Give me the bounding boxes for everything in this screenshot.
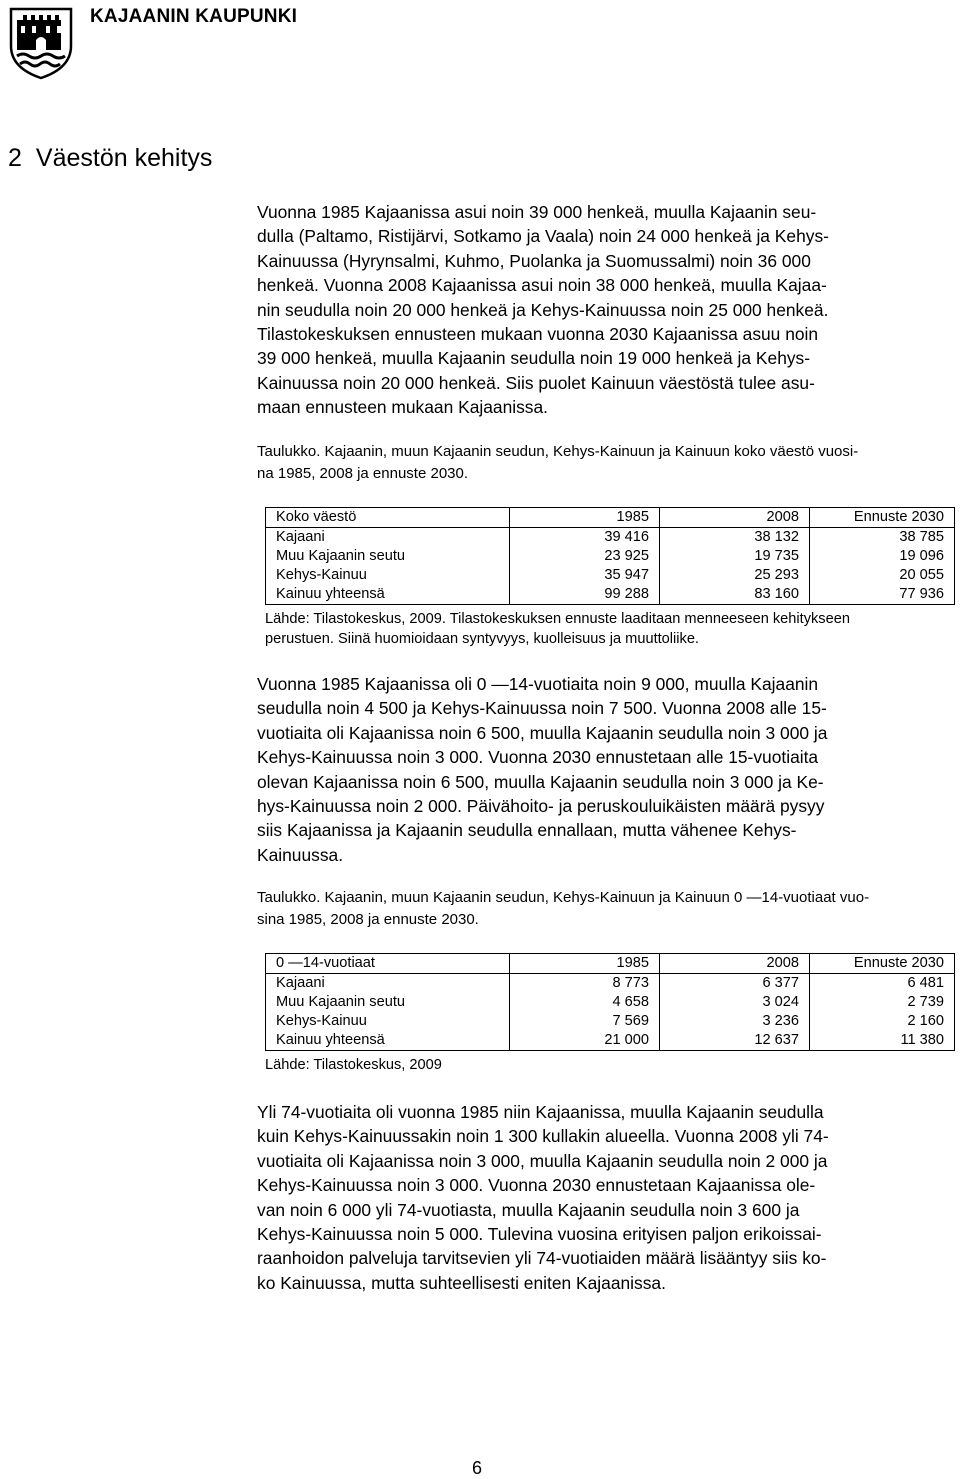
- cell: 21 000: [510, 1031, 660, 1051]
- cell: 3 236: [660, 1012, 810, 1031]
- text-line: Vuonna 1985 Kajaanissa oli 0 —14-vuotiaita noin 9 000, muulla Kajaanin: [257, 674, 819, 694]
- column-header: Ennuste 2030: [810, 954, 955, 974]
- cell: 99 288: [510, 585, 660, 605]
- cell: 19 096: [810, 547, 955, 566]
- table-total-population: [265, 507, 955, 605]
- paragraph-population-overview: [257, 200, 949, 420]
- text-line: olevan Kajaanissa noin 6 500, muulla Kajaanin seudulla noin 3 000 ja Ke-: [257, 771, 824, 792]
- section-title: Väestön kehitys: [35, 144, 213, 172]
- table2-caption: [257, 887, 949, 931]
- cell: 38 132: [660, 528, 810, 548]
- row-label: Muu Kajaanin seutu: [266, 993, 510, 1012]
- cell: 20 055: [810, 566, 955, 585]
- cell: 25 293: [660, 566, 810, 585]
- table-header-row: [266, 508, 955, 528]
- cell: 35 947: [510, 566, 660, 585]
- table-header-row: [266, 954, 955, 974]
- column-header: Ennuste 2030: [810, 508, 955, 528]
- organization-name: KAJAANIN KAUPUNKI: [90, 6, 298, 27]
- cell: 4 658: [510, 993, 660, 1012]
- table-row: [266, 528, 955, 548]
- page-number: 6: [472, 1458, 483, 1478]
- caption-line: Taulukko. Kajaanin, muun Kajaanin seudun, Kehys-Kainuun ja Kainuun 0 —14-vuotiaat vuo-: [257, 889, 870, 906]
- text-line: ko Kainuussa, mutta suhteellisesti eniten Kajaanissa.: [257, 1272, 666, 1293]
- text-line: siis Kajaanissa ja Kajaanin seudulla ennallaan, mutta vähenee Kehys-: [257, 820, 797, 841]
- text-line: nin seudulla noin 20 000 henkeä ja Kehys-Kainuussa noin 25 000 henkeä.: [257, 299, 829, 320]
- table2-source: [265, 1055, 960, 1075]
- cell: 6 481: [810, 974, 955, 994]
- table-row: [266, 993, 955, 1012]
- text-line: Kehys-Kainuussa noin 3 000. Vuonna 2030 ennustetaan Kajaanissa ole-: [257, 1175, 816, 1196]
- paragraph-elderly: [257, 1100, 949, 1295]
- cell: 77 936: [810, 585, 955, 605]
- table1-caption: [257, 441, 949, 485]
- castle-coat-of-arms-icon: [8, 6, 74, 80]
- text-line: Kainuussa.: [257, 844, 344, 865]
- source-line: Lähde: Tilastokeskus, 2009: [265, 1057, 442, 1073]
- cell: 39 416: [510, 528, 660, 548]
- text-line: kuin Kehys-Kainuussakin noin 1 300 kullakin alueella. Vuonna 2008 yli 74-: [257, 1126, 829, 1147]
- table-row: [266, 566, 955, 585]
- text-line: Yli 74-vuotiaita oli vuonna 1985 niin Kajaanissa, muulla Kajaanin seudulla: [257, 1102, 824, 1122]
- column-header: 2008: [660, 954, 810, 974]
- column-header: 2008: [660, 508, 810, 528]
- cell: 23 925: [510, 547, 660, 566]
- source-line: Lähde: Tilastokeskus, 2009. Tilastokeskuksen ennuste laaditaan menneeseen kehitykseen: [265, 611, 850, 627]
- text-line: vuotiaita oli Kajaanissa noin 6 500, muulla Kajaanin seudulla noin 3 000 ja: [257, 722, 828, 743]
- cell: 11 380: [810, 1031, 955, 1051]
- text-line: raanhoidon palveluja tarvitsevien yli 74-vuotiaiden määrä lisääntyy siis ko-: [257, 1248, 827, 1269]
- column-header: 1985: [510, 954, 660, 974]
- row-label: Kehys-Kainuu: [266, 566, 510, 585]
- table-row: [266, 585, 955, 605]
- table-row: [266, 1012, 955, 1031]
- table1-source: [265, 609, 960, 649]
- column-header: Koko väestö: [266, 508, 510, 528]
- row-label: Kajaani: [266, 974, 510, 994]
- text-line: hys-Kainuussa noin 2 000. Päivähoito- ja peruskouluikäisten määrä pysyy: [257, 796, 825, 817]
- text-line: henkeä. Vuonna 2008 Kajaanissa asui noin 38 000 henkeä, muulla Kajaa-: [257, 275, 827, 296]
- caption-line: Taulukko. Kajaanin, muun Kajaanin seudun, Kehys-Kainuun ja Kainuun koko väestö vuosi-: [257, 443, 859, 460]
- cell: 7 569: [510, 1012, 660, 1031]
- cell: 8 773: [510, 974, 660, 994]
- column-header: 0 —14-vuotiaat: [266, 954, 510, 974]
- source-line: perustuen. Siinä huomioidaan syntyvyys, kuolleisuus ja muuttoliike.: [265, 631, 699, 647]
- text-line: maan ennusteen mukaan Kajaanissa.: [257, 397, 549, 418]
- text-line: 39 000 henkeä, muulla Kajaanin seudulla noin 19 000 henkeä ja Kehys-: [257, 348, 811, 369]
- cell: 2 739: [810, 993, 955, 1012]
- row-label: Kainuu yhteensä: [266, 1031, 510, 1051]
- cell: 19 735: [660, 547, 810, 566]
- table-children-population: [265, 953, 955, 1051]
- column-header: 1985: [510, 508, 660, 528]
- text-line: vuotiaita oli Kajaanissa noin 3 000, muulla Kajaanin seudulla noin 2 000 ja: [257, 1150, 828, 1171]
- table-row: [266, 1031, 955, 1051]
- cell: 12 637: [660, 1031, 810, 1051]
- caption-line: sina 1985, 2008 ja ennuste 2030.: [257, 911, 479, 928]
- cell: 6 377: [660, 974, 810, 994]
- cell: 3 024: [660, 993, 810, 1012]
- text-line: Kainuussa noin 20 000 henkeä. Siis puolet Kainuun väestöstä tulee asu-: [257, 372, 815, 393]
- text-line: Kehys-Kainuussa noin 5 000. Tulevina vuosina erityisen paljon erikoissai-: [257, 1224, 822, 1245]
- cell: 38 785: [810, 528, 955, 548]
- cell: 83 160: [660, 585, 810, 605]
- text-line: seudulla noin 4 500 ja Kehys-Kainuussa noin 7 500. Vuonna 2008 alle 15-: [257, 698, 827, 719]
- text-line: Kainuussa (Hyrynsalmi, Kuhmo, Puolanka ja Suomussalmi) noin 36 000: [257, 250, 811, 271]
- text-line: dulla (Paltamo, Ristijärvi, Sotkamo ja Vaala) noin 24 000 henkeä ja Kehys-: [257, 226, 829, 247]
- row-label: Kehys-Kainuu: [266, 1012, 510, 1031]
- caption-line: na 1985, 2008 ja ennuste 2030.: [257, 465, 469, 482]
- table-row: [266, 547, 955, 566]
- row-label: Kainuu yhteensä: [266, 585, 510, 605]
- text-line: Tilastokeskuksen ennusteen mukaan vuonna 2030 Kajaanissa asuu noin: [257, 324, 819, 345]
- row-label: Muu Kajaanin seutu: [266, 547, 510, 566]
- paragraph-children: [257, 672, 949, 867]
- row-label: Kajaani: [266, 528, 510, 548]
- text-line: van noin 6 000 yli 74-vuotiasta, muulla Kajaanin seudulla noin 3 600 ja: [257, 1199, 800, 1220]
- section-number: 2: [8, 144, 22, 172]
- cell: 2 160: [810, 1012, 955, 1031]
- text-line: Kehys-Kainuussa noin 3 000. Vuonna 2030 ennustetaan alle 15-vuotiaita: [257, 747, 819, 768]
- section-heading: [8, 144, 212, 173]
- table-row: [266, 974, 955, 994]
- text-line: Vuonna 1985 Kajaanissa asui noin 39 000 henkeä, muulla Kajaanin seu-: [257, 202, 817, 222]
